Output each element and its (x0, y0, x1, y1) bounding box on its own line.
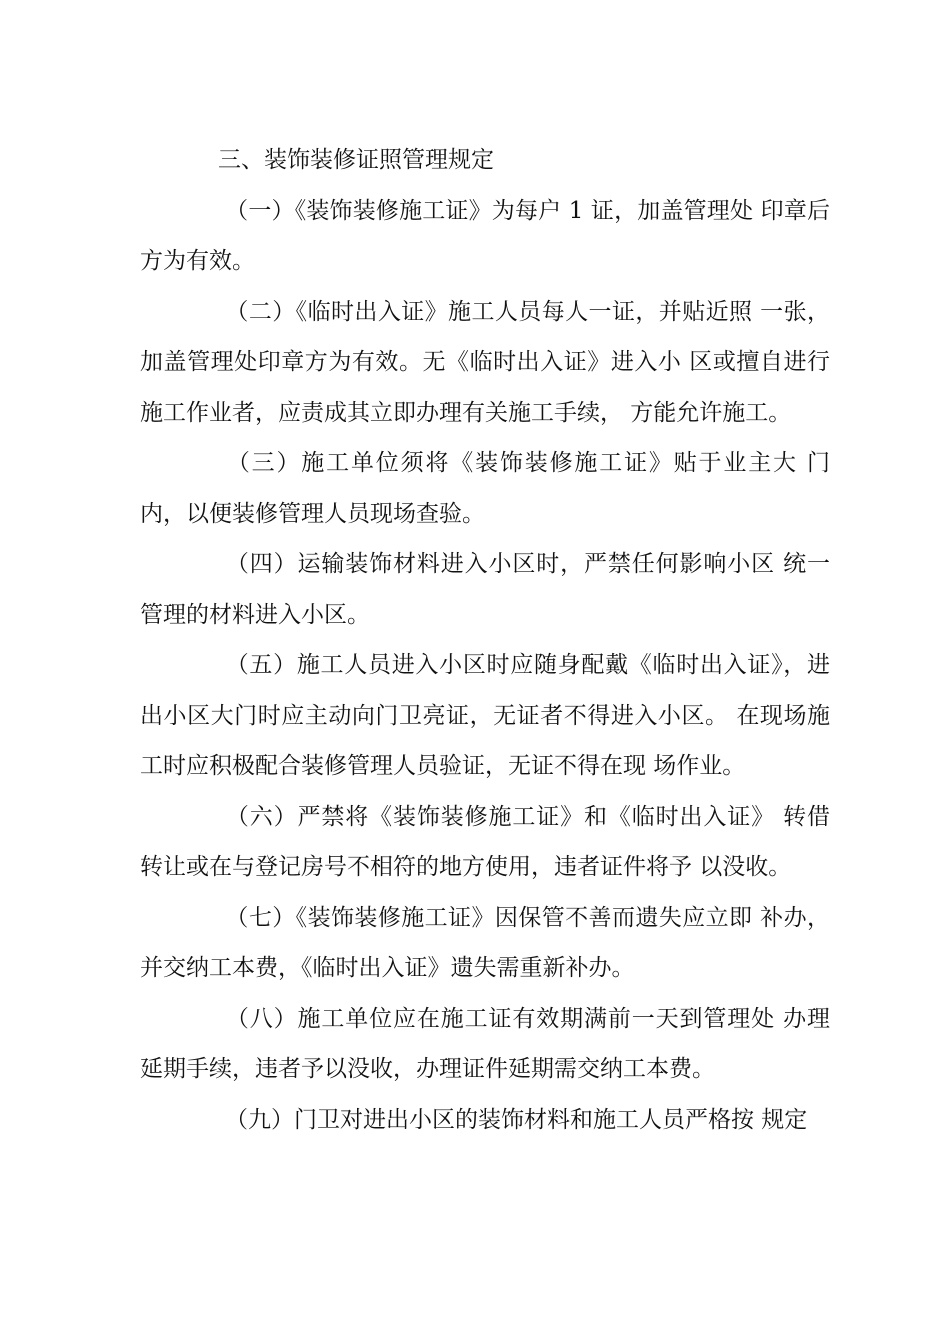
document-body (140, 135, 830, 1145)
paragraph-text: （三）施工单位须将《装饰装修施工证》贴于业主大 门内，以便装修管理人员现场查验。 (140, 450, 830, 527)
paragraph-9 (140, 1095, 830, 1146)
paragraph-7 (140, 893, 830, 994)
paragraph-text: （八）施工单位应在施工证有效期满前一天到管理处 办理延期手续，违者予以没收，办理证件延期需交纳工本费。 (140, 1005, 830, 1082)
paragraph-4 (140, 539, 830, 640)
paragraph-3 (140, 438, 830, 539)
paragraph-6 (140, 792, 830, 893)
section-heading: 三、装饰装修证照管理规定 (218, 147, 494, 173)
paragraph-text: （五）施工人员进入小区时应随身配戴《临时出入证》，进出小区大门时应主动向门卫亮证，无证者不得进入小区。 在现场施工时应积极配合装修管理人员验证，无证不得在现 场作业。 (140, 652, 830, 779)
paragraph-text: （四）运输装饰材料进入小区时，严禁任何影响小区 统一管理的材料进入小区。 (140, 551, 830, 628)
paragraph-1 (140, 186, 830, 287)
paragraph-text: （七）《装饰装修施工证》因保管不善而遗失应立即 补办，并交纳工本费，《临时出入证》遗失需重新补办。 (140, 904, 830, 981)
paragraph-2 (140, 287, 830, 439)
paragraph-text: （一）《装饰装修施工证》为每户 1 证，加盖管理处 印章后方为有效。 (140, 197, 830, 274)
paragraph-8 (140, 994, 830, 1095)
paragraph-text: （六）严禁将《装饰装修施工证》和《临时出入证》 转借转让或在与登记房号不相符的地方使用，违者证件将予 以没收。 (140, 803, 830, 880)
paragraph-text: （二）《临时出入证》施工人员每人一证，并贴近照 一张，加盖管理处印章方为有效。无《临时出入证》进入小 区或擅自进行施工作业者，应责成其立即办理有关施工手续， 方能允许施工。 (140, 298, 830, 426)
paragraph-5 (140, 640, 830, 792)
paragraph-text: （九）门卫对进出小区的装饰材料和施工人员严格按 规定 (225, 1106, 808, 1133)
